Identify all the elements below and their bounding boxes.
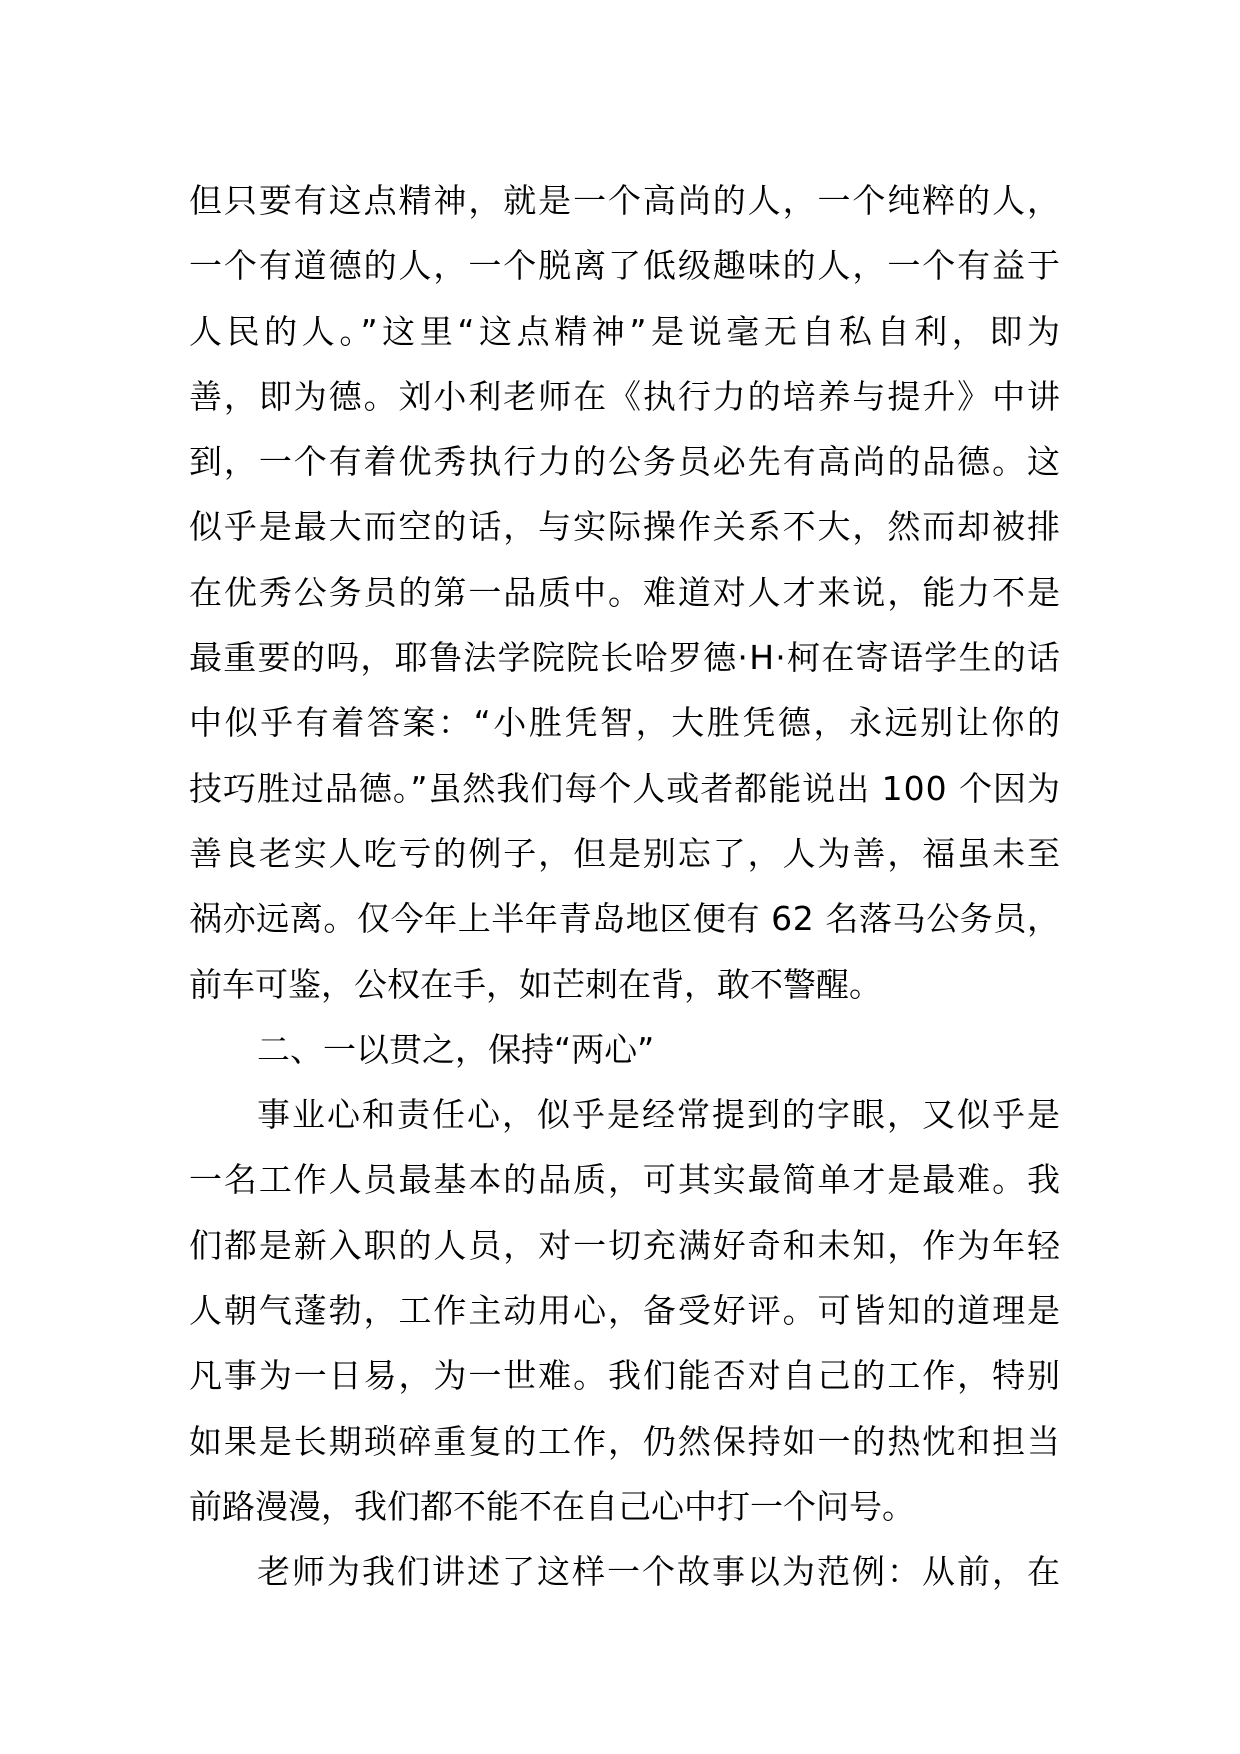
- document-body: [189, 168, 1065, 1605]
- body-text-line: 到，一个有着优秀执行力的公务员必先有高尚的品德。这: [189, 442, 1062, 482]
- body-text-line: 在优秀公务员的第一品质中。难道对人才来说，能力不是: [189, 572, 1062, 612]
- body-text-line: 祸亦远离。仅今年上半年青岛地区便有 62 名落马公务员，: [189, 899, 1061, 939]
- section-heading: 二、一以贯之，保持“两心”: [257, 1029, 655, 1069]
- body-text-line: 一名工作人员最基本的品质，可其实最简单才是最难。我: [189, 1160, 1062, 1200]
- body-text-line: 凡事为一日易，为一世难。我们能否对自己的工作，特别: [189, 1356, 1062, 1396]
- body-text-line: 前车可鉴，公权在手，如芒刺在背，敢不警醒。: [189, 964, 882, 1004]
- body-text-line: 技巧胜过品德。”虽然我们每个人或者都能说出 100 个因为: [189, 768, 1061, 808]
- body-text-line: 一个有道德的人，一个脱离了低级趣味的人，一个有益于: [189, 246, 1062, 286]
- body-text-line: 事业心和责任心，似乎是经常提到的字眼，又似乎是: [257, 1095, 1062, 1135]
- body-text-line: 善良老实人吃亏的例子，但是别忘了，人为善，福虽未至: [189, 833, 1062, 873]
- body-text-line: 最重要的吗，耶鲁法学院院长哈罗德·H·柯在寄语学生的话: [189, 638, 1062, 678]
- body-text-line: 但只要有这点精神，就是一个高尚的人，一个纯粹的人，: [189, 181, 1062, 220]
- body-text-line: 善，即为德。刘小利老师在《执行力的培养与提升》中讲: [189, 376, 1062, 416]
- body-text-line: 中似乎有着答案：“小胜凭智，大胜凭德，永远别让你的: [189, 703, 1063, 743]
- body-text-line: 前路漫漫，我们都不能不在自己心中打一个问号。: [189, 1486, 915, 1526]
- body-text-line: 如果是长期琐碎重复的工作，仍然保持如一的热忱和担当: [189, 1421, 1062, 1461]
- paragraph: [189, 168, 1065, 1017]
- body-text-line: 似乎是最大而空的话，与实际操作关系不大，然而却被排: [189, 507, 1062, 547]
- section-heading-paragraph: [189, 1017, 1060, 1082]
- body-text-line: 人朝气蓬勃，工作主动用心，备受好评。可皆知的道理是: [189, 1291, 1062, 1331]
- paragraph: [189, 1082, 1060, 1539]
- body-text-line: 老师为我们讲述了这样一个故事以为范例：从前，在: [257, 1552, 1062, 1592]
- body-text-line: 人民的人。”这里“这点精神”是说毫无自私自利，即为: [189, 311, 1065, 351]
- paragraph: [189, 1539, 1060, 1604]
- body-text-line: 们都是新入职的人员，对一切充满好奇和未知，作为年轻: [189, 1225, 1062, 1265]
